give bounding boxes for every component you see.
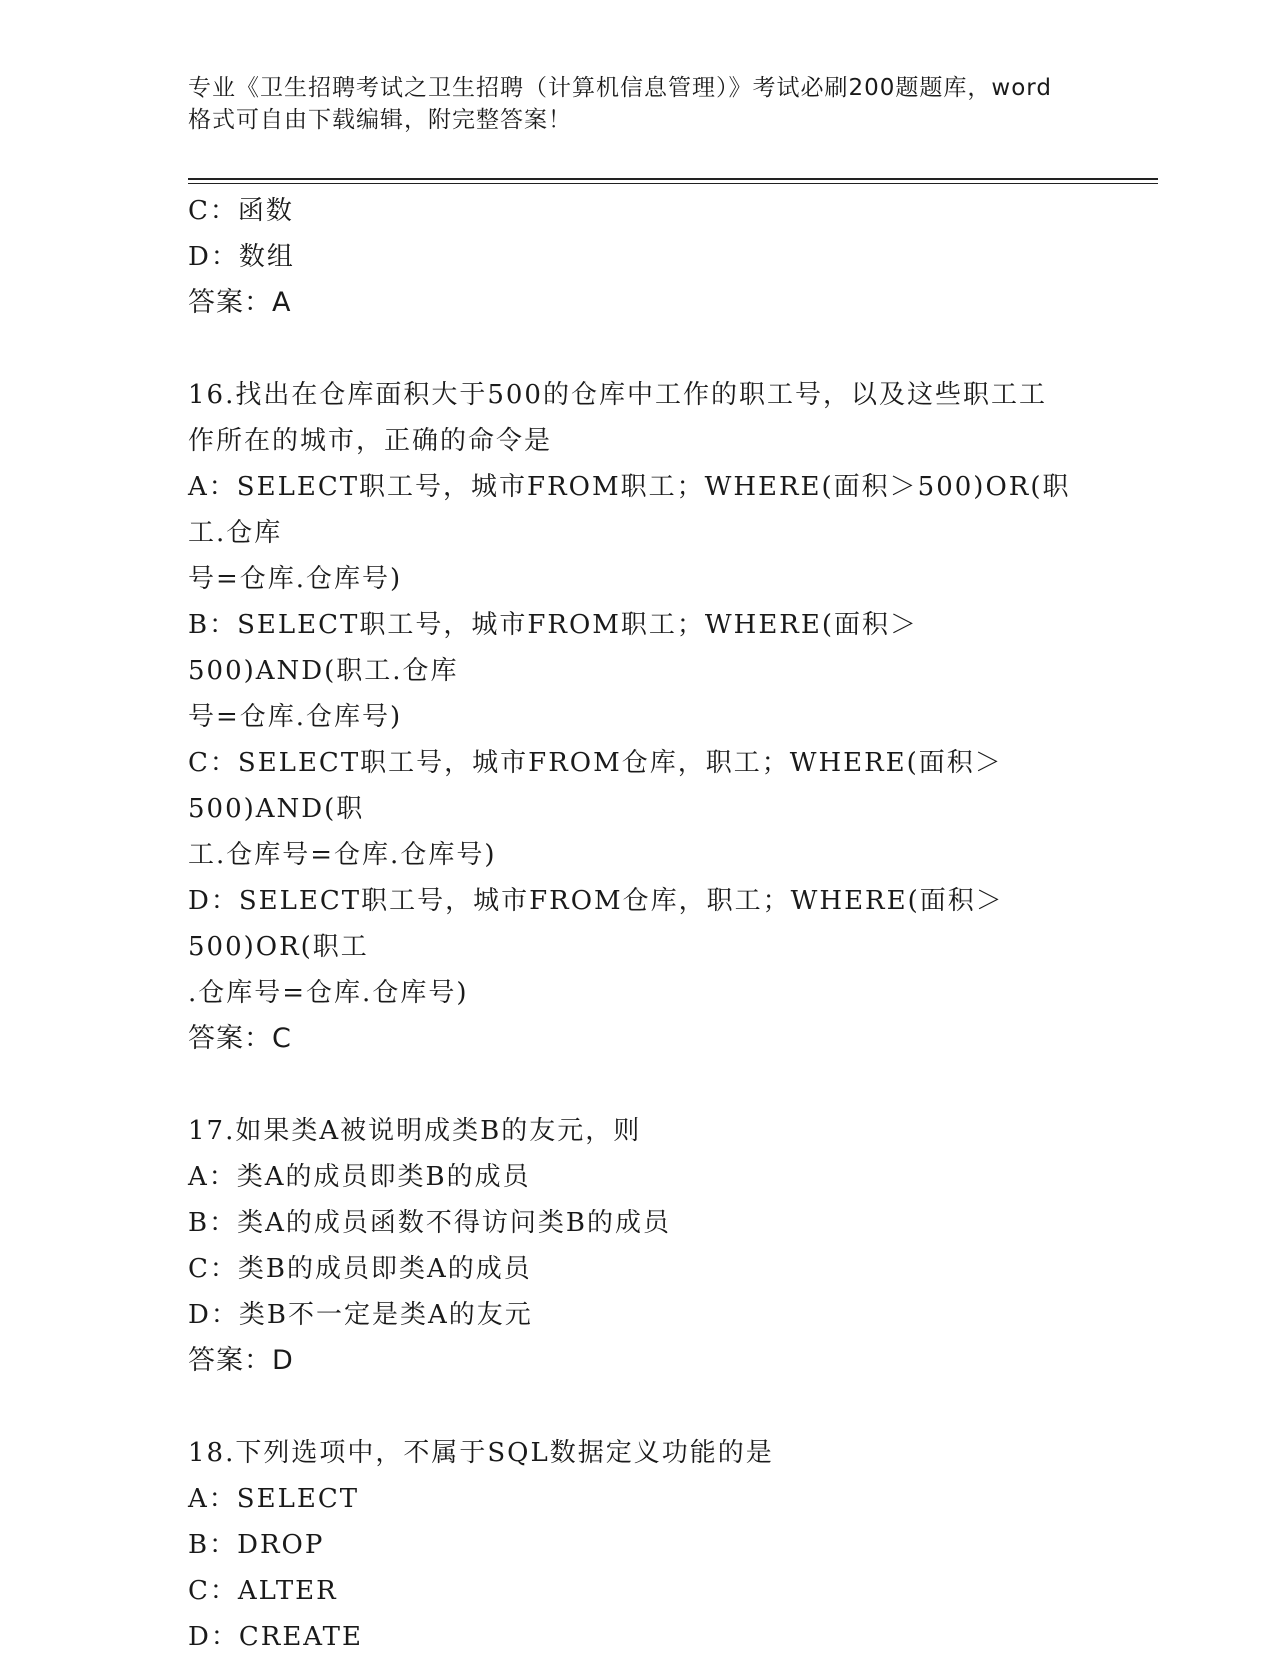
option-b: B：DROP [188, 1530, 325, 1560]
question-stem: 16.找出在仓库面积大于500的仓库中工作的职工号，以及这些职工工 [188, 380, 1047, 410]
option-a: A：类A的成员即类B的成员 [188, 1162, 531, 1192]
option-c: C：ALTER [188, 1576, 338, 1606]
question-18 [188, 1430, 1088, 1660]
option-c-continued: 工.仓库号=仓库.仓库号) [188, 840, 497, 870]
question-16 [188, 372, 1088, 1062]
option-c: C：函数 [188, 196, 294, 226]
header-line-2: 格式可自由下载编辑，附完整答案！ [188, 107, 572, 133]
question-stem: 作所在的城市，正确的命令是 [188, 426, 553, 456]
option-d: D：SELECT职工号，城市FROM仓库，职工；WHERE(面积＞500)OR(职工 [188, 886, 1004, 962]
option-c: C：类B的成员即类A的成员 [188, 1254, 532, 1284]
option-a: A：SELECT [188, 1484, 360, 1514]
option-a: A：SELECT职工号，城市FROM职工；WHERE(面积＞500)OR(职工.仓库 [188, 472, 1071, 548]
question-15-tail [188, 188, 1088, 326]
option-c: C：SELECT职工号，城市FROM仓库，职工；WHERE(面积＞500)AND(职 [188, 748, 1003, 824]
option-a-continued: 号=仓库.仓库号) [188, 564, 403, 594]
option-b: B：类A的成员函数不得访问类B的成员 [188, 1208, 671, 1238]
header-divider [188, 178, 1158, 184]
answer-line: 答案：C [188, 1023, 292, 1054]
option-d-continued: .仓库号=仓库.仓库号) [188, 978, 469, 1008]
option-b: B：SELECT职工号，城市FROM职工；WHERE(面积＞500)AND(职工.仓库 [188, 610, 919, 686]
header-line-1: 专业《卫生招聘考试之卫生招聘（计算机信息管理）》考试必刷200题题库，word [188, 75, 1052, 101]
spacer [188, 1062, 1088, 1108]
answer-line: 答案：A [188, 287, 292, 318]
spacer [188, 1384, 1088, 1430]
question-stem: 17.如果类A被说明成类B的友元，则 [188, 1116, 642, 1146]
question-list [188, 188, 1088, 1660]
answer-line: 答案：D [188, 1345, 294, 1376]
document-header [188, 72, 1088, 136]
option-d: D：类B不一定是类A的友元 [188, 1300, 533, 1330]
question-17 [188, 1108, 1088, 1384]
spacer [188, 326, 1088, 372]
question-stem: 18.下列选项中，不属于SQL数据定义功能的是 [188, 1438, 774, 1468]
option-d: D：CREATE [188, 1622, 363, 1652]
option-d: D：数组 [188, 242, 295, 272]
option-b-continued: 号=仓库.仓库号) [188, 702, 403, 732]
